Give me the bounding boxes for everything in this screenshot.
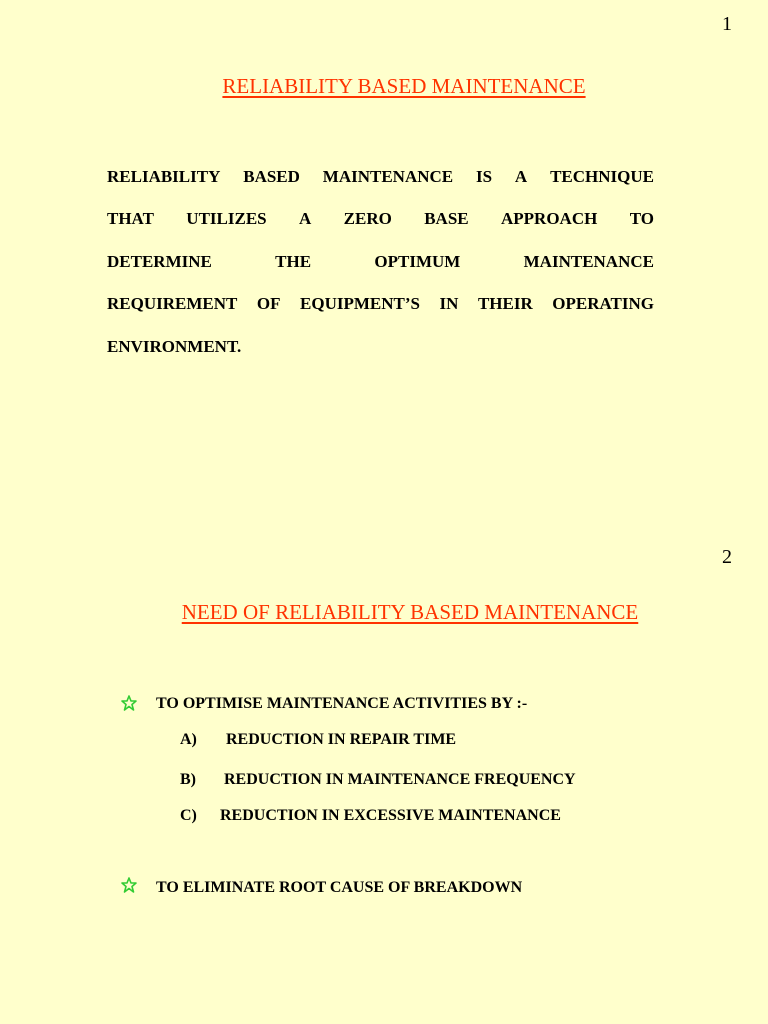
paragraph-line: REQUIREMENT OF EQUIPMENT’S IN THEIR OPERATING bbox=[107, 294, 654, 313]
bullet-text: TO OPTIMISE MAINTENANCE ACTIVITIES BY :- bbox=[156, 695, 528, 712]
subitem-text: REDUCTION IN MAINTENANCE FREQUENCY bbox=[224, 771, 576, 788]
star-icon bbox=[121, 877, 137, 893]
slide-title: NEED OF RELIABILITY BASED MAINTENANCE bbox=[181, 600, 639, 624]
slide-2 bbox=[0, 520, 768, 1024]
paragraph-line: THAT UTILIZES A ZERO BASE APPROACH TO bbox=[107, 209, 654, 228]
bullet-text: TO ELIMINATE ROOT CAUSE OF BREAKDOWN bbox=[156, 879, 523, 896]
slide-title: RELIABILITY BASED MAINTENANCE bbox=[222, 74, 586, 98]
subitem-label: A) bbox=[180, 731, 197, 748]
page-number: 2 bbox=[722, 546, 732, 568]
star-icon bbox=[121, 695, 137, 711]
paragraph-line: ENVIRONMENT. bbox=[107, 337, 242, 356]
subitem-text: REDUCTION IN REPAIR TIME bbox=[226, 731, 457, 748]
paragraph-line: DETERMINE THE OPTIMUM MAINTENANCE bbox=[107, 252, 654, 271]
paragraph-line: RELIABILITY BASED MAINTENANCE IS A TECHNIQUE bbox=[107, 167, 654, 186]
subitem-text: REDUCTION IN EXCESSIVE MAINTENANCE bbox=[220, 807, 561, 824]
subitem-label: C) bbox=[180, 807, 197, 824]
page-number: 1 bbox=[722, 13, 732, 35]
subitem-label: B) bbox=[180, 771, 196, 788]
